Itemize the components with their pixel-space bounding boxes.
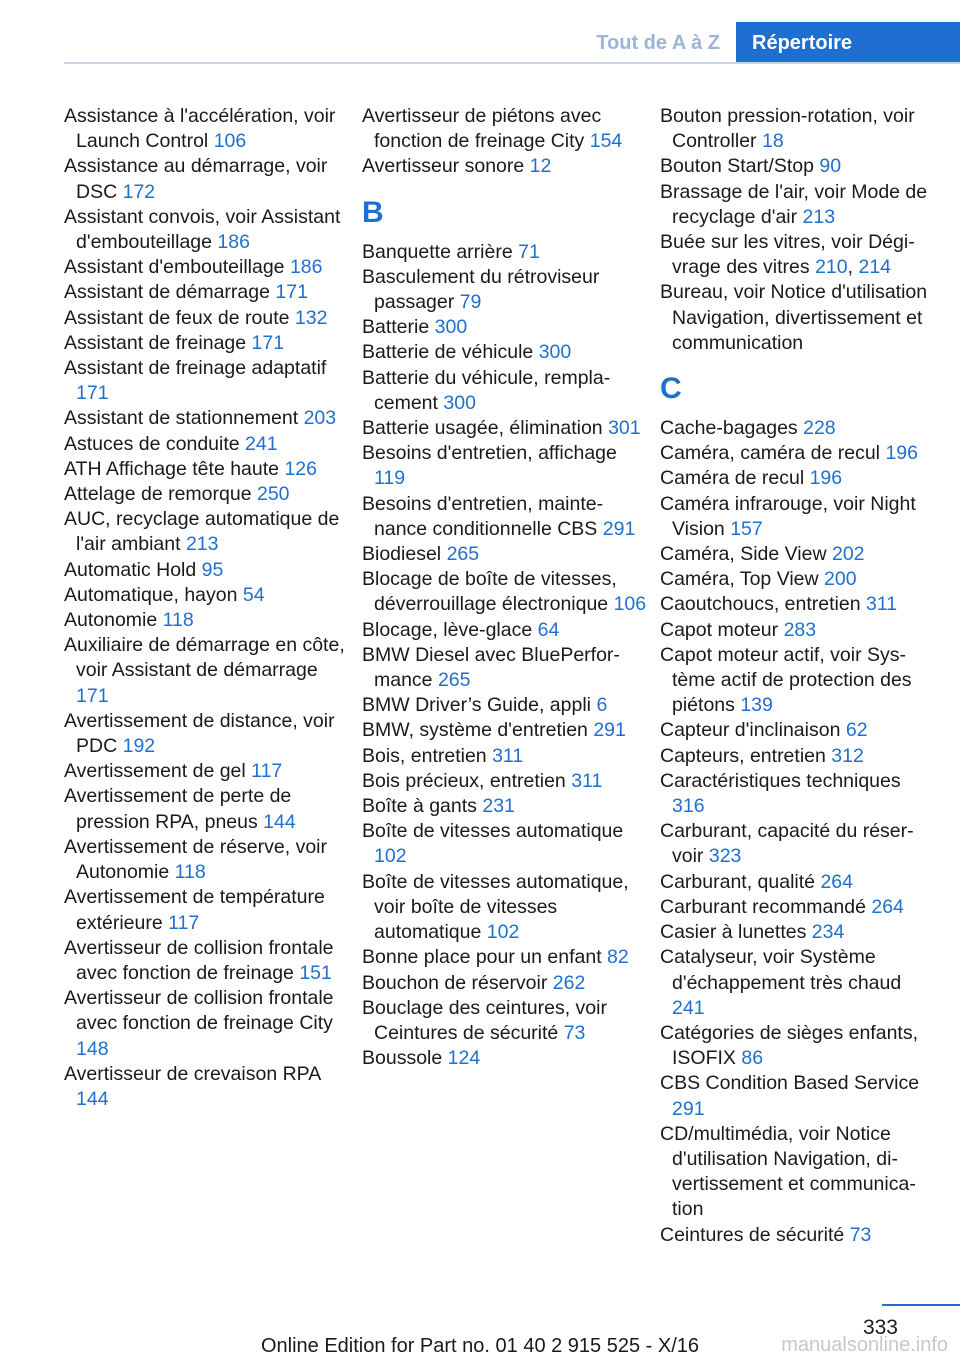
page-link[interactable]: 102 — [374, 845, 407, 868]
index-entry — [64, 759, 350, 784]
page-link[interactable]: 265 — [446, 543, 480, 566]
page-link[interactable]: 291 — [602, 517, 636, 540]
index-entry-text: Carburant recommandé — [660, 895, 866, 918]
index-entry — [64, 356, 350, 406]
index-entry — [362, 643, 648, 693]
page-link[interactable]: 200 — [824, 568, 857, 591]
page-link[interactable]: 171 — [76, 684, 109, 707]
page-link[interactable]: 117 — [168, 911, 200, 934]
index-entry-text: Avertissement de distance, voir PDC — [64, 709, 335, 758]
index-entry-text: Auxiliaire de démarrage en côte, voir Assistant de démarrage — [64, 634, 345, 682]
page-link[interactable]: 12 — [529, 155, 552, 178]
index-entry — [362, 693, 648, 718]
index-entry-text: Assistant de feux de route — [64, 306, 290, 329]
index-entry-text: Assistant de démarrage — [64, 281, 270, 304]
index-entry — [362, 794, 648, 819]
page-link[interactable]: 6 — [596, 694, 608, 717]
index-entry — [660, 104, 934, 154]
index-entry-text: ATH Affichage tête haute — [64, 457, 280, 480]
index-entry — [362, 618, 648, 643]
page-link[interactable]: 312 — [831, 744, 864, 767]
index-entry — [64, 104, 350, 154]
page-link[interactable]: 54 — [242, 583, 265, 606]
index-entry — [362, 769, 648, 794]
index-entry — [362, 1046, 648, 1071]
index-entry — [660, 1223, 934, 1248]
index-entry-text: Batterie du véhicule, remplacement — [362, 366, 611, 414]
section-tab[interactable]: Tout de A à Z — [576, 22, 736, 62]
index-entry-text: Attelage de remorque — [64, 483, 252, 506]
index-entry-text: Assistance au démarrage, voir DSC — [64, 155, 328, 203]
index-entry — [362, 971, 648, 996]
index-entry — [362, 744, 648, 769]
page-link[interactable]: 151 — [299, 961, 332, 984]
index-entry-text: Avertissement de réserve, voir Autonomie — [64, 835, 327, 884]
index-entry — [64, 507, 350, 557]
index-entry-text: Capteur d'inclinaison — [660, 719, 841, 742]
index-entry — [362, 366, 648, 416]
index-entry-text: Assistant de freinage adaptatif — [64, 357, 327, 380]
index-entry-text: Assistant de freinage — [64, 331, 247, 354]
index-entry-text: Astuces de conduite — [64, 432, 240, 455]
index-entry-text: Capot moteur — [660, 618, 779, 641]
index-entry-text: Caméra, Side View — [660, 543, 827, 566]
index-entry-text: Bouton pression-rotation, voir Controller — [660, 105, 915, 153]
footer-edition: Online Edition for Part no. 01 40 2 915 525 - X/16 — [260, 1335, 700, 1357]
index-entry — [362, 265, 648, 315]
index-entry-text: Avertissement de gel — [64, 760, 246, 783]
index-entry — [362, 154, 648, 179]
index-entry — [660, 643, 934, 719]
index-entry — [660, 618, 934, 643]
index-entry-text: Boîte de vitesses automatique, voir boîte de vitesses automatique — [362, 870, 629, 944]
index-entry-text: Avertisseur de piétons avec fonction de freinage City — [362, 105, 602, 153]
index-entry — [660, 466, 934, 491]
index-entry-text: Besoins d'entretien, maintenance conditionnelle CBS — [362, 492, 604, 540]
index-entry — [362, 441, 648, 491]
index-entry — [64, 936, 350, 986]
page-link[interactable]: 231 — [482, 795, 515, 818]
index-entry-text: Caméra infrarouge, voir Night Vision — [660, 492, 916, 540]
index-entry — [362, 104, 648, 154]
page-link[interactable]: 18 — [761, 130, 784, 153]
page-link[interactable]: 311 — [571, 769, 603, 792]
index-entry-text: Assistant convois, voir Assistant d'embouteillage — [64, 205, 341, 254]
header-tabs — [576, 22, 960, 62]
index-entry-text: Avertisseur de crevaison RPA — [64, 1062, 321, 1085]
index-entry — [64, 835, 350, 885]
index-entry — [660, 180, 934, 230]
page-link[interactable]: 241 — [245, 432, 278, 455]
index-entry-text: BMW, système d'entretien — [362, 719, 588, 742]
index-entry — [660, 416, 934, 441]
index-entry-text: CBS Condition Based Service — [660, 1072, 920, 1095]
index-entry — [64, 406, 350, 431]
page-link[interactable]: 73 — [563, 1021, 586, 1044]
index-entry — [64, 280, 350, 305]
index-entry — [64, 885, 350, 935]
page-link[interactable]: 117 — [251, 760, 283, 783]
index-entry-text: Bois précieux, entretien — [362, 769, 566, 792]
page-link[interactable]: 323 — [708, 845, 742, 868]
index-entry-text: Blocage, lève-glace — [362, 618, 533, 641]
index-entry-text: Bouchon de réservoir — [362, 971, 548, 994]
index-entry-text: Batterie — [362, 316, 430, 339]
page-link[interactable]: 144 — [263, 810, 296, 833]
page-link[interactable]: 171 — [251, 331, 285, 354]
page-link[interactable]: 316 — [672, 795, 705, 818]
page-link[interactable]: 186 — [289, 256, 323, 279]
index-entry-text: BMW Diesel avec BluePerformance — [362, 643, 620, 692]
index-entry — [660, 492, 934, 542]
index-entry-text: Catégories de sièges enfants, ISOFIX — [660, 1021, 918, 1070]
section-letter: B — [362, 195, 384, 229]
index-entry — [64, 482, 350, 507]
index-entry — [64, 154, 350, 204]
index-entry — [362, 996, 648, 1046]
index-entry-text: Assistant de stationnement — [64, 407, 299, 430]
page-link[interactable]: 79 — [459, 291, 482, 314]
index-entry-text: Bureau, voir Notice d'utilisation Navigation, divertissement et communication — [660, 281, 928, 354]
page-link[interactable]: 311 — [492, 744, 524, 767]
index-entry-text: Batterie de véhicule — [362, 341, 534, 364]
index-entry — [660, 895, 934, 920]
page-link[interactable]: 300 — [443, 391, 476, 414]
index-entry-text: Caoutchoucs, entretien — [660, 593, 861, 616]
page-link[interactable]: 118 — [162, 609, 194, 632]
page-link[interactable]: 234 — [811, 921, 845, 944]
page-link[interactable]: 124 — [447, 1047, 481, 1070]
page-link[interactable]: 264 — [871, 895, 904, 918]
index-entry — [64, 583, 350, 608]
index-entry — [660, 280, 934, 356]
page-link[interactable]: 102 — [486, 921, 520, 944]
index-entry — [362, 416, 648, 441]
page-link[interactable]: 73 — [849, 1223, 872, 1246]
index-entry — [64, 205, 350, 255]
index-entry-text: Catalyseur, voir Système d'échappement très chaud — [660, 946, 902, 994]
page-link[interactable]: 106 — [613, 593, 647, 616]
index-entry — [660, 592, 934, 617]
index-entry — [64, 709, 350, 759]
index-entry — [660, 718, 934, 743]
index-entry-text: Carburant, qualité — [660, 870, 816, 893]
page-link[interactable]: 265 — [437, 669, 471, 692]
index-entry-text: Caméra, Top View — [660, 568, 819, 591]
index-entry — [362, 870, 648, 946]
page-link[interactable]: 213 — [802, 205, 836, 228]
page-link[interactable]: 119 — [374, 467, 406, 490]
page-link[interactable]: 118 — [174, 861, 206, 884]
index-entry — [362, 567, 648, 617]
index-entry — [362, 542, 648, 567]
index-entry — [362, 315, 648, 340]
index-entry-text: Besoins d'entretien, affichage — [362, 442, 617, 465]
page-link[interactable]: 202 — [831, 543, 865, 566]
index-entry — [362, 340, 648, 365]
index-entry-text: Avertissement de perte de pression RPA, pneus — [64, 785, 292, 833]
index-entry-text: Caméra, caméra de recul — [660, 442, 881, 465]
index-entry — [64, 432, 350, 457]
index-entry-text: Batterie usagée, élimination — [362, 417, 603, 440]
index-entry-text: Boîte de vitesses automatique — [362, 820, 624, 843]
index-entry-text: AUC, recyclage automatique de l'air ambiant — [64, 508, 340, 556]
index-entry-text: Buée sur les vitres, voir Dégivrage des vitres — [660, 231, 915, 279]
index-entry-text: Blocage de boîte de vitesses, déverrouillage électronique — [362, 568, 617, 616]
index-entry — [64, 306, 350, 331]
index-entry-text: Bonne place pour un enfant — [362, 946, 602, 969]
index-entry — [362, 492, 648, 542]
active-tab[interactable]: Répertoire — [736, 22, 960, 62]
index-entry — [64, 331, 350, 356]
page-link[interactable]: 203 — [303, 407, 337, 430]
index-entry — [64, 457, 350, 482]
page-link[interactable]: 291 — [672, 1097, 705, 1120]
index-entry-text: Avertisseur de collision frontale avec fonction de freinage City — [64, 987, 334, 1035]
index-entry-text: Banquette arrière — [362, 240, 513, 263]
page-link[interactable]: 186 — [217, 231, 250, 254]
index-entry — [660, 441, 934, 466]
page-link[interactable]: 228 — [803, 417, 836, 440]
index-entry-text: Bouton Start/Stop — [660, 155, 814, 178]
index-entry-text: Avertisseur de collision frontale avec fonction de freinage — [64, 936, 334, 984]
header-rule — [64, 62, 960, 64]
page-link[interactable]: 213 — [185, 533, 219, 556]
index-entry: Buée sur les vitres, voir Dégivrage des vitres 210, 214 — [660, 231, 915, 279]
page-link[interactable]: 192 — [122, 735, 156, 758]
index-columns — [64, 104, 934, 1248]
page-link[interactable]: 144 — [76, 1087, 109, 1110]
index-entry-text: Cache-bagages — [660, 417, 798, 440]
index-entry-text: Carburant, capacité du réservoir — [660, 820, 914, 868]
index-entry-text: Assistance à l'accélération, voir Launch Control — [64, 105, 336, 153]
index-entry — [64, 1062, 350, 1112]
index-entry-text: Caméra de recul — [660, 467, 805, 490]
index-entry — [660, 1122, 934, 1223]
page-link[interactable]: 157 — [730, 517, 763, 540]
page-number: 333 — [862, 1316, 898, 1339]
page-link[interactable]: 196 — [885, 442, 918, 465]
page-link[interactable]: 291 — [593, 719, 626, 742]
index-entry — [660, 769, 934, 819]
index-column-1 — [64, 104, 362, 1248]
index-entry-text: Automatique, hayon — [64, 583, 238, 606]
index-column-3 — [660, 104, 934, 1248]
page-number-rule — [882, 1304, 960, 1306]
index-entry — [660, 542, 934, 567]
index-entry — [660, 1071, 934, 1121]
page-link[interactable]: 148 — [76, 1037, 109, 1060]
page-link[interactable]: 301 — [608, 417, 641, 440]
page-link[interactable]: 311 — [865, 593, 898, 616]
page-link[interactable]: 71 — [518, 240, 540, 263]
section-letter: C — [660, 372, 682, 406]
page-link[interactable]: 154 — [589, 130, 623, 153]
page-link[interactable]: 132 — [294, 306, 328, 329]
index-entry — [64, 558, 350, 583]
index-entry — [660, 154, 934, 179]
index-entry-text: BMW Driver’s Guide, appli — [362, 694, 592, 717]
page-link[interactable]: 264 — [820, 870, 853, 893]
index-entry-text: Autonomie — [64, 609, 158, 632]
page-link[interactable]: 62 — [845, 719, 868, 742]
index-entry-text: Boîte à gants — [362, 795, 477, 818]
index-entry — [660, 819, 934, 869]
index-entry-text: Biodiesel — [362, 543, 442, 566]
index-entry — [362, 945, 648, 970]
page-link[interactable]: 300 — [538, 341, 572, 364]
page-link[interactable]: 171 — [76, 382, 109, 405]
page-link[interactable]: 283 — [783, 618, 817, 641]
index-entry — [64, 608, 350, 633]
page-link[interactable]: 139 — [740, 694, 773, 717]
index-entry — [660, 744, 934, 769]
page-link[interactable]: 95 — [201, 558, 224, 581]
index-entry-text: Casier à lunettes — [660, 921, 807, 944]
index-entry — [660, 1021, 934, 1071]
index-entry — [64, 255, 350, 280]
page-link[interactable]: 214 — [858, 256, 892, 279]
index-entry-text: Boussole — [362, 1047, 443, 1070]
index-entry — [660, 870, 934, 895]
index-entry-text: Brassage de l'air, voir Mode de recyclage d'air — [660, 180, 928, 228]
watermark: manualsonline.info — [781, 1334, 948, 1356]
page-link[interactable]: 64 — [537, 618, 560, 641]
page-link[interactable]: 210 — [815, 256, 848, 279]
index-entry-text: Bouclage des ceintures, voir Ceintures de sécurité — [362, 996, 607, 1044]
index-entry — [660, 945, 934, 1021]
index-entry — [64, 633, 350, 709]
index-entry — [64, 784, 350, 834]
index-entry-text: Avertisseur sonore — [362, 155, 525, 178]
page-link[interactable]: 250 — [256, 483, 290, 506]
index-entry — [362, 240, 648, 265]
index-column-2 — [362, 104, 660, 1248]
index-entry-text: Automatic Hold — [64, 558, 197, 581]
index-entry-text: Assistant d'embouteillage — [64, 256, 285, 279]
index-entry-text: Capot moteur actif, voir Système actif de protection des piétons — [660, 643, 912, 717]
index-entry-text: Capteurs, entretien — [660, 744, 826, 767]
page-link[interactable]: 196 — [809, 467, 843, 490]
index-entry — [660, 567, 934, 592]
page-link[interactable]: 241 — [672, 996, 705, 1019]
index-entry-text: Avertissement de température extérieure — [64, 886, 325, 934]
index-entry — [362, 819, 648, 869]
index-entry-text: CD/multimédia, voir Notice d'utilisation Navigation, divertissement et communication — [660, 1122, 916, 1221]
page-link[interactable]: 262 — [552, 971, 586, 994]
index-entry-text: Ceintures de sécurité — [660, 1223, 845, 1246]
index-entry — [64, 986, 350, 1062]
page-link[interactable]: 82 — [607, 946, 629, 969]
page-link[interactable]: 106 — [213, 130, 247, 153]
page-link[interactable]: 171 — [275, 281, 308, 304]
page-link[interactable]: 126 — [284, 457, 317, 480]
page-link[interactable]: 90 — [819, 155, 842, 178]
index-entry — [362, 718, 648, 743]
index-entry — [660, 920, 934, 945]
index-entry-text: Basculement du rétroviseur passager — [362, 265, 600, 314]
page-link[interactable]: 172 — [122, 180, 156, 203]
page-link[interactable]: 300 — [434, 316, 468, 339]
page-link[interactable]: 86 — [741, 1047, 764, 1070]
index-entry-text: Bois, entretien — [362, 744, 487, 767]
index-entry-text: Caractéristiques techniques — [660, 769, 901, 792]
